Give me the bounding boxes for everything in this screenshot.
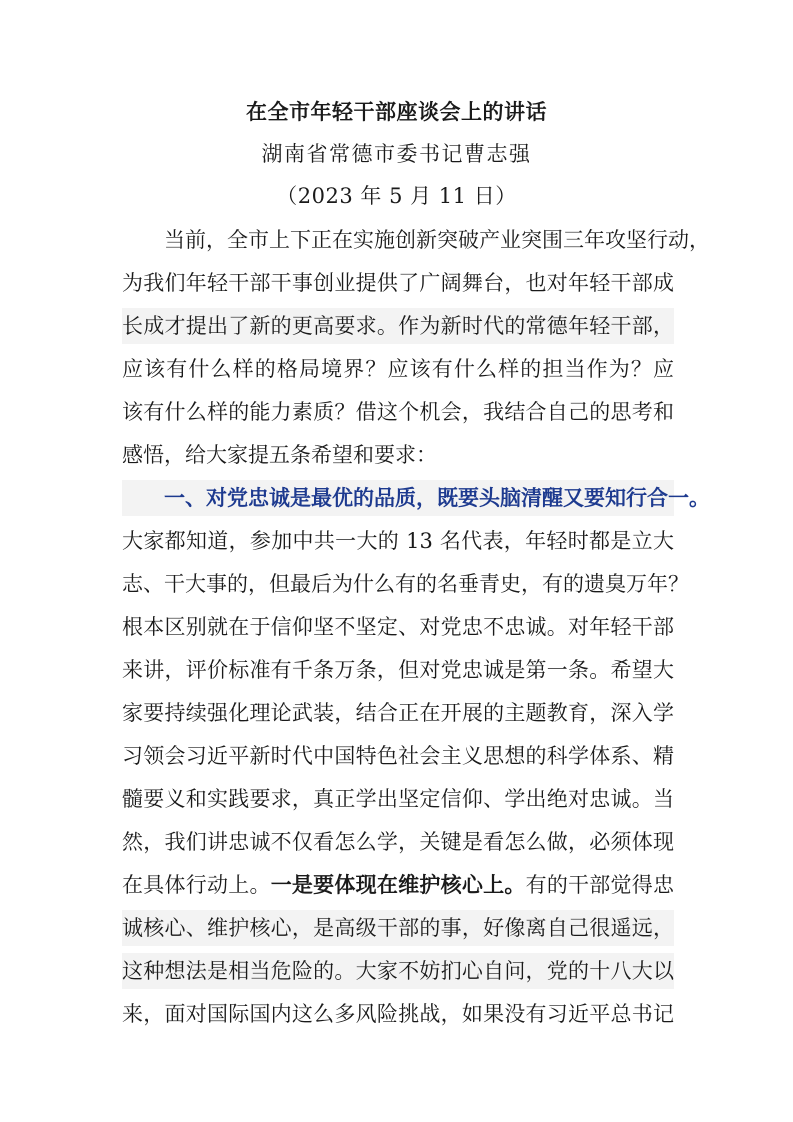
paragraph-line: 然，我们讲忠诚不仅看怎么学，关键是看怎么做，必须体现 bbox=[122, 830, 674, 854]
paragraph-line: 大家都知道，参加中共一大的 13 名代表，年轻时都是立大 bbox=[122, 529, 674, 553]
document-author: 湖南省常德市委书记曹志强 bbox=[261, 142, 532, 166]
paragraph-line: 诚核心、维护核心，是高级干部的事，好像离自己很遥远， bbox=[122, 910, 674, 946]
paragraph-line: 应该有什么样的格局境界？应该有什么样的担当作为？应 bbox=[122, 357, 674, 381]
paragraph-line: 髓要义和实践要求，真正学出坚定信仰、学出绝对忠诚。当 bbox=[122, 787, 674, 811]
paragraph-line: 志、干大事的，但最后为什么有的名垂青史，有的遗臭万年？ bbox=[122, 572, 689, 596]
paragraph-line: 来讲，评价标准有千条万条，但对党忠诚是第一条。希望大 bbox=[122, 658, 674, 682]
paragraph-line: 当前，全市上下正在实施创新突破产业突围三年攻坚行动， bbox=[122, 228, 710, 252]
paragraph-line: 感悟，给大家提五条希望和要求： bbox=[122, 443, 437, 467]
paragraph-line: 长成才提出了新的更高要求。作为新时代的常德年轻干部， bbox=[122, 308, 674, 344]
bold-text-run: 一是要体现在维护核心上。 bbox=[270, 872, 526, 897]
document-title: 在全市年轻干部座谈会上的讲话 bbox=[246, 99, 547, 124]
paragraph-line: 为我们年轻干部干事创业提供了广阔舞台，也对年轻干部成 bbox=[122, 271, 674, 295]
paragraph-line: 来，面对国际国内这么多风险挑战，如果没有习近平总书记 bbox=[122, 1002, 674, 1026]
document-date: （2023 年 5 月 11 日） bbox=[276, 184, 517, 208]
paragraph-line: 该有什么样的能力素质？借这个机会，我结合自己的思考和 bbox=[122, 400, 674, 424]
paragraph-line: 家要持续强化理论武装，结合正在开展的主题教育，深入学 bbox=[122, 701, 674, 725]
text-run: 在具体行动上。 bbox=[122, 873, 271, 897]
text-run: 有的干部觉得忠 bbox=[525, 873, 675, 897]
paragraph-line: 根本区别就在于信仰坚不坚定、对党忠不忠诚。对年轻干部 bbox=[122, 615, 674, 639]
paragraph-line: 习领会习近平新时代中国特色社会主义思想的科学体系、精 bbox=[122, 744, 674, 768]
paragraph-line-mixed bbox=[122, 867, 674, 903]
section-heading: 一、对党忠诚是最优的品质，既要头脑清醒又要知行合一。 bbox=[122, 480, 674, 516]
paragraph-line: 这种想法是相当危险的。大家不妨扪心自问，党的十八大以 bbox=[122, 953, 674, 989]
